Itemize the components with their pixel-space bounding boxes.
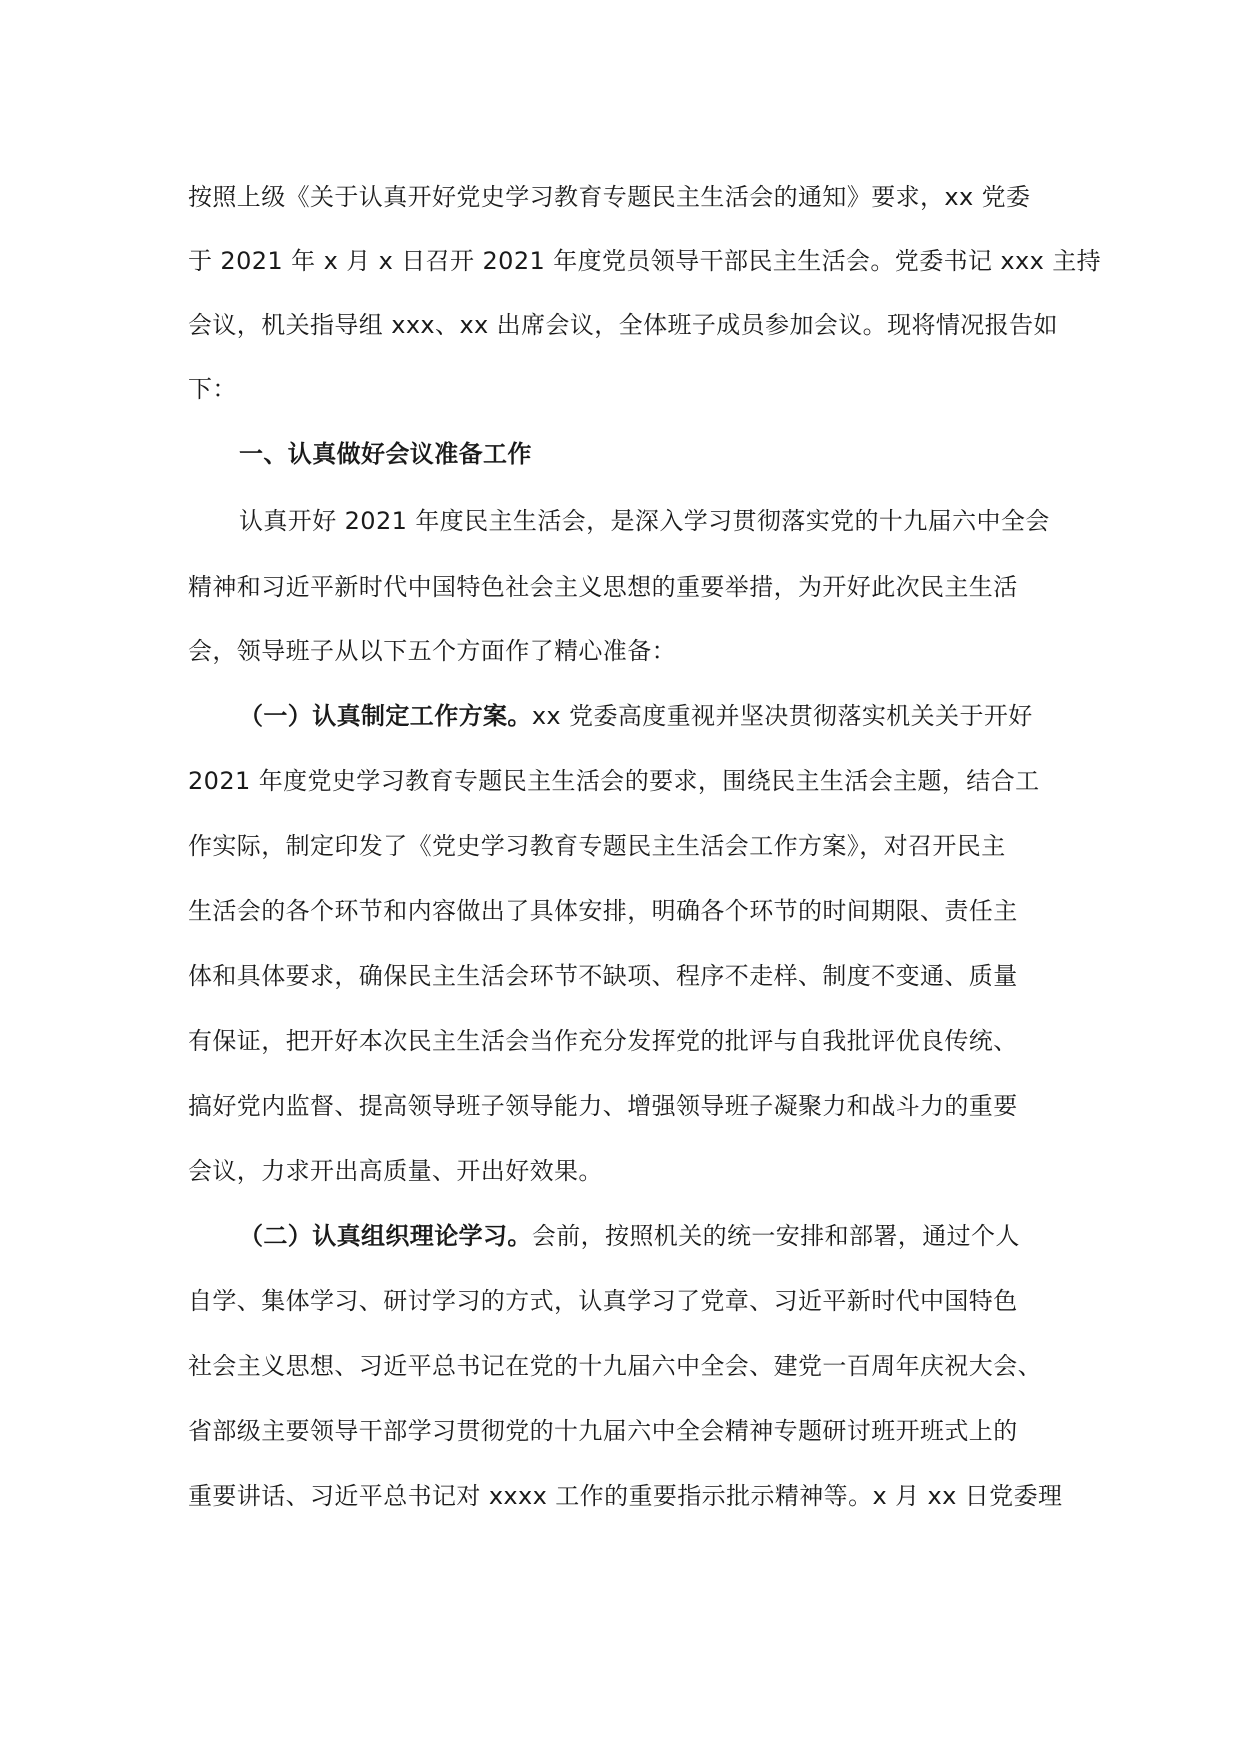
paragraph-line: 社会主义思想、习近平总书记在党的十九届六中全会、建党一百周年庆祝大会、: [188, 1352, 1042, 1380]
paragraph-line: 会，领导班子从以下五个方面作了精心准备：: [188, 637, 676, 665]
paragraph-line: 会议，力求开出高质量、开出好效果。: [188, 1157, 603, 1185]
paragraph-line: [239, 1221, 1020, 1251]
subsection-heading: （一）认真制定工作方案。: [239, 702, 532, 730]
paragraph-line: 重要讲话、习近平总书记对 xxxx 工作的重要指示批示精神等。x 月 xx 日党委理: [188, 1482, 1063, 1510]
paragraph-line: [239, 701, 1033, 731]
paragraph-line: 搞好党内监督、提高领导班子领导能力、增强领导班子凝聚力和战斗力的重要: [188, 1092, 1018, 1120]
subsection-text: xx 党委高度重视并坚决贯彻落实机关关于开好: [531, 702, 1033, 730]
paragraph-line: 有保证，把开好本次民主生活会当作充分发挥党的批评与自我批评优良传统、: [188, 1027, 1018, 1055]
paragraph-line: 下：: [188, 375, 237, 403]
subsection-text: 会前，按照机关的统一安排和部署，通过个人: [531, 1222, 1020, 1250]
paragraph-line: 按照上级《关于认真开好党史学习教育专题民主生活会的通知》要求，xx 党委: [188, 183, 1031, 211]
paragraph-line: 作实际，制定印发了《党史学习教育专题民主生活会工作方案》，对召开民主: [188, 832, 1006, 860]
paragraph-line: 自学、集体学习、研讨学习的方式，认真学习了党章、习近平新时代中国特色: [188, 1287, 1018, 1315]
paragraph-line: 省部级主要领导干部学习贯彻党的十九届六中全会精神专题研讨班开班式上的: [188, 1417, 1018, 1445]
paragraph-line: 精神和习近平新时代中国特色社会主义思想的重要举措，为开好此次民主生活: [188, 573, 1018, 601]
paragraph-line: 体和具体要求，确保民主生活会环节不缺项、程序不走样、制度不变通、质量: [188, 962, 1018, 990]
paragraph-line: 于 2021 年 x 月 x 日召开 2021 年度党员领导干部民主生活会。党委书记 xxx 主持: [188, 247, 1102, 275]
paragraph-line: 生活会的各个环节和内容做出了具体安排，明确各个环节的时间期限、责任主: [188, 897, 1018, 925]
paragraph-line: 认真开好 2021 年度民主生活会，是深入学习贯彻落实党的十九届六中全会: [239, 507, 1050, 535]
paragraph-line: 会议，机关指导组 xxx、xx 出席会议，全体班子成员参加会议。现将情况报告如: [188, 311, 1058, 339]
subsection-heading: （二）认真组织理论学习。: [239, 1222, 532, 1250]
section-heading: 一、认真做好会议准备工作: [239, 440, 532, 468]
paragraph-line: 2021 年度党史学习教育专题民主生活会的要求，围绕民主生活会主题，结合工: [188, 767, 1040, 795]
